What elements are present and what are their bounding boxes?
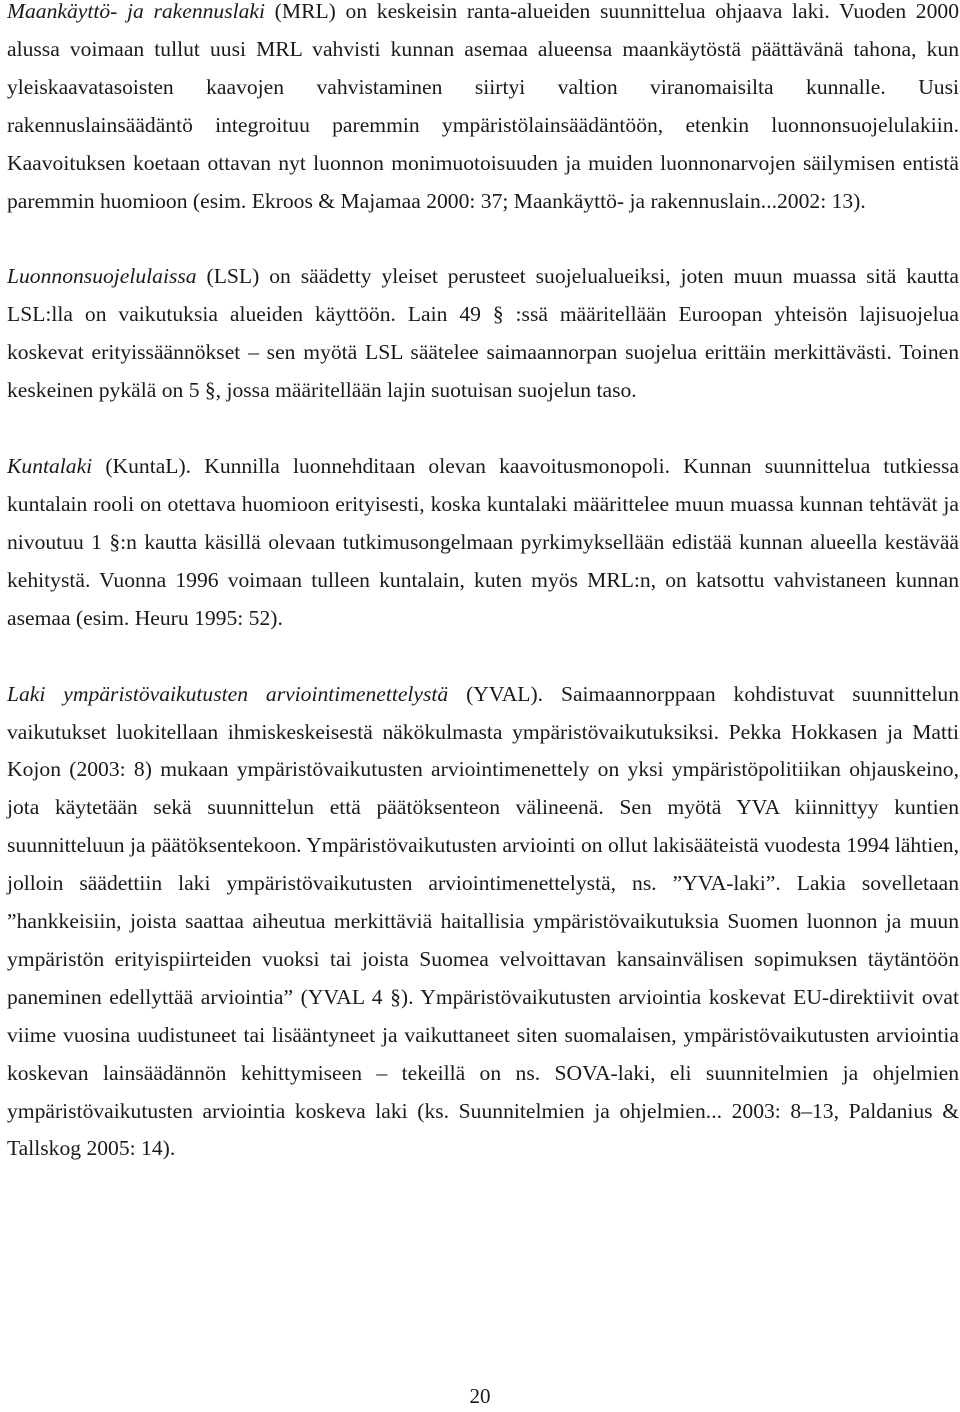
law-title-yval: Laki ympäristövaikutusten arviointimenettelystä: [7, 681, 449, 706]
paragraph-yval: [7, 676, 959, 1169]
law-title-kuntal: Kuntalaki: [7, 454, 93, 479]
paragraph-lsl-body: (LSL) on säädetty yleiset perusteet suojelualueiksi, joten muun muassa sitä kautta LSL:lla on vaikutuksia alueiden käyttöön. Lain 49 § :ssä määritellään Euroopan yhteisön lajisuojelua koskevat erityissäännökset – sen myötä LSL säätelee saimaannorpan suojelua erittäin merkittävästi. Toinen keskeinen pykälä on 5 §, jossa määritellään lajin suotuisan suojelun taso.: [7, 264, 959, 403]
page-number: 20: [469, 1384, 491, 1408]
paragraph-lsl: [7, 258, 959, 410]
law-title-lsl: Luonnonsuojelulaissa: [7, 264, 197, 289]
paragraph-yval-body: (YVAL). Saimaannorppaan kohdistuvat suunnittelun vaikutukset luokitellaan ihmiskeskeisestä näkökulmasta ympäristövaikutuksiksi. Pekka Hokkasen ja Matti Kojon (2003: 8) mukaan ympäristövaikutusten arviointimenettely on yksi ympäristöpolitiikan ohjauskeino, jota käytetään sekä suunnittelun että päätöksenteon välineenä. Sen myötä YVA kiinnittyy kuntien suunnitteluun ja päätöksentekoon. Ympäristövaikutusten arviointi on ollut lakisääteistä vuodesta 1994 lähtien, jolloin säädettiin laki ympäristövaikutusten arviointimenettelystä, ns. ”YVA-laki”. Lakia sovelletaan ”hankkeisiin, joista saattaa aiheutua merkittäviä haitallisia ympäristövaikutuksia Suomen luonnon ja muun ympäristön erityispiirteiden vuoksi tai joista Suomea velvoittavan kansainvälisen sopimuksen täytäntöön paneminen edellyttää arviointia” (YVAL 4 §). Ympäristövaikutusten arviointia koskevat EU-direktiivit ovat viime vuosina uudistuneet tai lisääntyneet ja vaikuttaneet siten suomalaisen, ympäristövaikutusten arviointia koskevan lainsäädännön kehittymiseen – tekeillä on ns. SOVA-laki, eli suunnitelmien ja ohjelmien ympäristövaikutusten arviointia koskeva laki (ks. Suunnitelmien ja ohjelmien... 2003: 8–13, Paldanius & Tallskog 2005: 14).: [7, 681, 959, 1161]
law-title-mrl: Maankäyttö- ja rakennuslaki: [7, 0, 266, 23]
paragraph-mrl-body: (MRL) on keskeisin ranta-alueiden suunnittelua ohjaava laki. Vuoden 2000 alussa voimaan tullut uusi MRL vahvisti kunnan asemaa alueensa maankäytöstä päättävänä tahona, kun yleiskaavatasoisten kaavojen vahvistaminen siirtyi valtion viranomaisilta kunnalle. Uusi rakennuslainsäädäntö integroituu paremmin ympäristölainsäädäntöön, etenkin luonnonsuojelulakiin. Kaavoituksen koetaan ottavan nyt luonnon monimuotoisuuden ja muiden luonnonarvojen säilymisen entistä paremmin huomioon (esim. Ekroos & Majamaa 2000: 37; Maankäyttö- ja rakennuslain...2002: 13).: [7, 0, 959, 213]
document-page: [7, 0, 959, 1168]
paragraph-kuntal: [7, 448, 959, 638]
paragraph-kuntal-body: (KuntaL). Kunnilla luonnehditaan olevan kaavoitusmonopoli. Kunnan suunnittelua tutkiessa kuntalain rooli on otettava huomioon erityisesti, koska kuntalaki määrittelee muun muassa kunnan tehtävät ja nivoutuu 1 §:n kautta käsillä olevaan tutkimusongelmaan pyrkimyksellään edistää kunnan alueella kestävää kehitystä. Vuonna 1996 voimaan tulleen kuntalain, kuten myös MRL:n, on katsottu vahvistaneen kunnan asemaa (esim. Heuru 1995: 52).: [7, 454, 959, 630]
paragraph-mrl: [7, 0, 959, 220]
